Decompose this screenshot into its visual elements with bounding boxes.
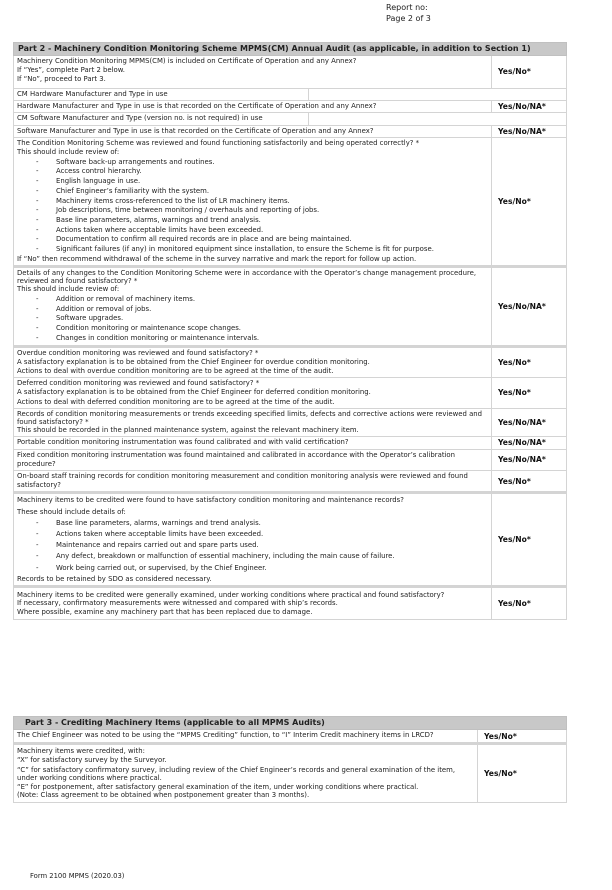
report-no-label: Report no: [386,3,428,12]
table-row [14,744,567,803]
question-text: The Condition Monitoring Scheme was reviewed and found functioning satisfactorily and being operated correctly? * [17,138,420,147]
page-number: Page 2 of 3 [386,14,431,23]
bullet-text: Documentation to confirm all required records are in place and are being maintained. [56,235,352,244]
bullet-dash: - [36,196,39,205]
part3-title: Part 3 - Crediting Machinery Items (applicable to all MPMS Audits) [14,717,567,730]
answer-field[interactable]: Yes/No/NA* [492,449,567,470]
part3-table [13,716,567,803]
answer-field[interactable]: Yes/No* [478,744,567,803]
bullet-dash: - [36,530,39,539]
form-id: Form 2100 MPMS (2020.03) [30,872,125,880]
bullet-item [17,334,488,343]
bullet-item [17,187,488,196]
table-row [14,449,567,470]
bullet-dash: - [36,157,39,166]
instruction-text: Where possible, examine any machinery part that has been replaced due to damage. [17,608,313,617]
question-cell [14,137,492,266]
cm-software-input[interactable] [309,113,567,125]
bullet-item [17,564,488,573]
question-cell [14,378,492,409]
answer-field[interactable]: Yes/No/NA* [492,101,567,113]
question-cell [14,56,492,89]
question-text: Deferred condition monitoring was reviewed and found satisfactory? * [17,379,260,388]
bullet-item [17,197,488,206]
question-cell [14,744,478,803]
question-text: Machinery items to be credited were generally examined, under working conditions where practical and found satisfactory? [17,591,445,600]
bullet-text: Machinery items cross-referenced to the list of LR machinery items. [56,196,290,205]
bullet-text: Maintenance and repairs carried out and spare parts used. [56,541,259,550]
bullet-dash: - [36,235,39,244]
instruction-text: This should include review of: [17,148,120,157]
answer-field[interactable]: Yes/No/NA* [492,266,567,346]
table-row [14,89,567,101]
bullet-text: Base line parameters, alarms, warnings and trend analysis. [56,518,261,527]
table-row [14,408,567,437]
bullet-text: Significant failures (if any) in monitored equipment since installation, to ensure the Scheme is fit for purpose. [56,245,434,254]
bullet-item [17,167,488,176]
instruction-text: These should include details of: [17,507,126,516]
instruction-text: A satisfactory explanation is to be obtained from the Chief Engineer for deferred condition monitoring. [17,388,371,397]
bullet-dash: - [36,324,39,333]
table-row [14,56,567,89]
bullet-dash: - [36,225,39,234]
question-cell [14,346,492,378]
table-row [14,437,567,449]
question-text: Records of condition monitoring measurements or trends exceeding specified limits, defects and corrective actions were reviewed and found satisfactory? * [17,409,483,426]
instruction-text: A satisfactory explanation is to be obtained from the Chief Engineer for overdue condition monitoring. [17,357,370,366]
table-row [14,137,567,266]
bullet-text: Addition or removal of machinery items. [56,295,196,304]
answer-field[interactable]: Yes/No* [492,137,567,266]
table-row [14,125,567,137]
bullet-dash: - [36,563,39,572]
bullet-text: English language in use. [56,177,141,186]
bullet-item [17,324,488,333]
answer-field[interactable]: Yes/No* [492,587,567,620]
bullet-list [17,158,488,255]
bullet-item [17,226,488,235]
bullet-item [17,216,488,225]
bullet-item [17,314,488,323]
credit-code-e: “E” for postponement, after satisfactory general examination of the item, under working conditions where practical. [17,783,419,792]
answer-field[interactable]: Yes/No* [478,730,567,744]
bullet-dash: - [36,304,39,313]
credit-code-c: “C” for satisfactory confirmatory survey, including review of the Chief Engineer’s records and general examination of the item, under working conditions where practical. [17,765,456,782]
bullet-text: Addition or removal of jobs. [56,304,152,313]
bullet-text: Base line parameters, alarms, warnings and trend analysis. [56,215,261,224]
part3-header-row [14,717,567,730]
bullet-item [17,530,488,539]
bullet-item [17,305,488,314]
part2-table [13,42,567,620]
bullet-item [17,158,488,167]
bullet-text: Software back-up arrangements and routines. [56,157,215,166]
bullet-text: Actions taken where acceptable limits have been exceeded. [56,530,264,539]
bullet-dash: - [36,215,39,224]
bullet-dash: - [36,295,39,304]
instruction-text: If “No”, proceed to Part 3. [17,75,106,84]
cm-hardware-input[interactable] [309,89,567,101]
bullet-text: Condition monitoring or maintenance scope changes. [56,324,241,333]
report-header [386,2,431,24]
question-text: Overdue condition monitoring was reviewed and found satisfactory? * [17,348,259,357]
question-text: The Chief Engineer was noted to be using the “MPMS Crediting” function, to “I” Interim Credit machinery items in LRCD? [14,730,478,744]
question-text: Details of any changes to the Condition Monitoring Scheme were in accordance with the Operator’s change management procedure, reviewed and found satisfactory? * [17,268,477,286]
bullet-dash: - [36,245,39,254]
bullet-dash: - [36,541,39,550]
table-row [14,101,567,113]
instruction-text: This should be recorded in the planned maintenance system, against the relevant machinery item. [17,426,359,435]
bullet-item [17,235,488,244]
question-text: Portable condition monitoring instrumentation was found calibrated and with valid certification? [14,437,492,449]
bullet-text: Actions taken where acceptable limits have been exceeded. [56,225,264,234]
bullet-item [17,541,488,550]
question-cell [14,587,492,620]
table-row [14,113,567,125]
bullet-dash: - [36,518,39,527]
bullet-text: Job descriptions, time between monitoring / overhauls and reporting of jobs. [56,206,320,215]
instruction-text: If “Yes”, complete Part 2 below. [17,66,125,75]
instruction-text: If necessary, confirmatory measurements were witnessed and compared with ship’s records. [17,599,338,608]
bullet-list [17,519,488,573]
answer-field[interactable]: Yes/No* [492,56,567,89]
instruction-text: Records to be retained by SDO as considered necessary. [17,574,212,583]
instruction-text: Actions to deal with overdue condition monitoring are to be agreed at the time of the audit. [17,366,334,375]
bullet-item [17,295,488,304]
answer-field[interactable]: Yes/No/NA* [492,125,567,137]
bullet-dash: - [36,552,39,561]
bullet-text: Work being carried out, or supervised, by the Chief Engineer. [56,563,267,572]
table-row [14,730,567,744]
bullet-text: Any defect, breakdown or malfunction of essential machinery, including the main cause of failure. [56,552,395,561]
question-text: Hardware Manufacturer and Type in use is that recorded on the Certificate of Operation and any Annex? [14,101,492,113]
part2-header-row [14,43,567,56]
bullet-list [17,295,488,343]
bullet-text: Access control hierarchy. [56,167,142,176]
answer-field[interactable]: Yes/No* [492,493,567,587]
table-row [14,346,567,378]
question-text: Fixed condition monitoring instrumentation was found maintained and calibrated in accordance with the Operator’s calibration procedure? [14,449,492,470]
table-row [14,378,567,409]
instruction-text: This should include review of: [17,285,120,294]
question-cell [14,266,492,346]
answer-field[interactable]: Yes/No* [492,346,567,378]
credit-code-x: “X” for satisfactory survey by the Surveyor. [17,756,167,765]
field-label: CM Hardware Manufacturer and Type in use [14,89,309,101]
field-label: CM Software Manufacturer and Type (version no. is not required) in use [14,113,309,125]
question-text: Machinery items to be credited were found to have satisfactory condition monitoring and maintenance records? [17,496,404,505]
bullet-text: Chief Engineer’s familiarity with the system. [56,186,210,195]
bullet-item [17,206,488,215]
bullet-item [17,177,488,186]
instruction-text: Actions to deal with deferred condition monitoring are to be agreed at the time of the audit. [17,397,335,406]
bullet-dash: - [36,206,39,215]
part2-title: Part 2 - Machinery Condition Monitoring Scheme MPMS(CM) Annual Audit (as applicable, in addition to Section 1) [14,43,567,56]
bullet-dash: - [36,177,39,186]
bullet-dash: - [36,186,39,195]
answer-field[interactable]: Yes/No/NA* [492,437,567,449]
bullet-dash: - [36,167,39,176]
bullet-dash: - [36,314,39,323]
bullet-item [17,552,488,561]
answer-field[interactable]: Yes/No/NA* [492,408,567,437]
bullet-text: Software upgrades. [56,314,124,323]
bullet-text: Changes in condition monitoring or maintenance intervals. [56,333,260,342]
bullet-item [17,519,488,528]
question-text: Machinery items were credited, with: [17,747,145,756]
note-text: (Note: Class agreement to be obtained when postponement greater than 3 months). [17,791,310,800]
question-text: On-board staff training records for condition monitoring measurement and condition monitoring analysis were reviewed and found satisfactory? [14,471,492,493]
table-row [14,587,567,620]
table-row [14,266,567,346]
question-cell [14,408,492,437]
question-cell [14,493,492,587]
bullet-dash: - [36,333,39,342]
question-text: Software Manufacturer and Type in use is that recorded on the Certificate of Operation and any Annex? [14,125,492,137]
bullet-item [17,245,488,254]
answer-field[interactable]: Yes/No* [492,471,567,493]
instruction-text: If “No” then recommend withdrawal of the scheme in the survey narrative and mark the report for follow up action. [17,254,417,263]
question-text: Machinery Condition Monitoring MPMS(CM) is included on Certificate of Operation and any Annex? [17,57,357,65]
table-row [14,471,567,493]
table-row [14,493,567,587]
answer-field[interactable]: Yes/No* [492,378,567,409]
